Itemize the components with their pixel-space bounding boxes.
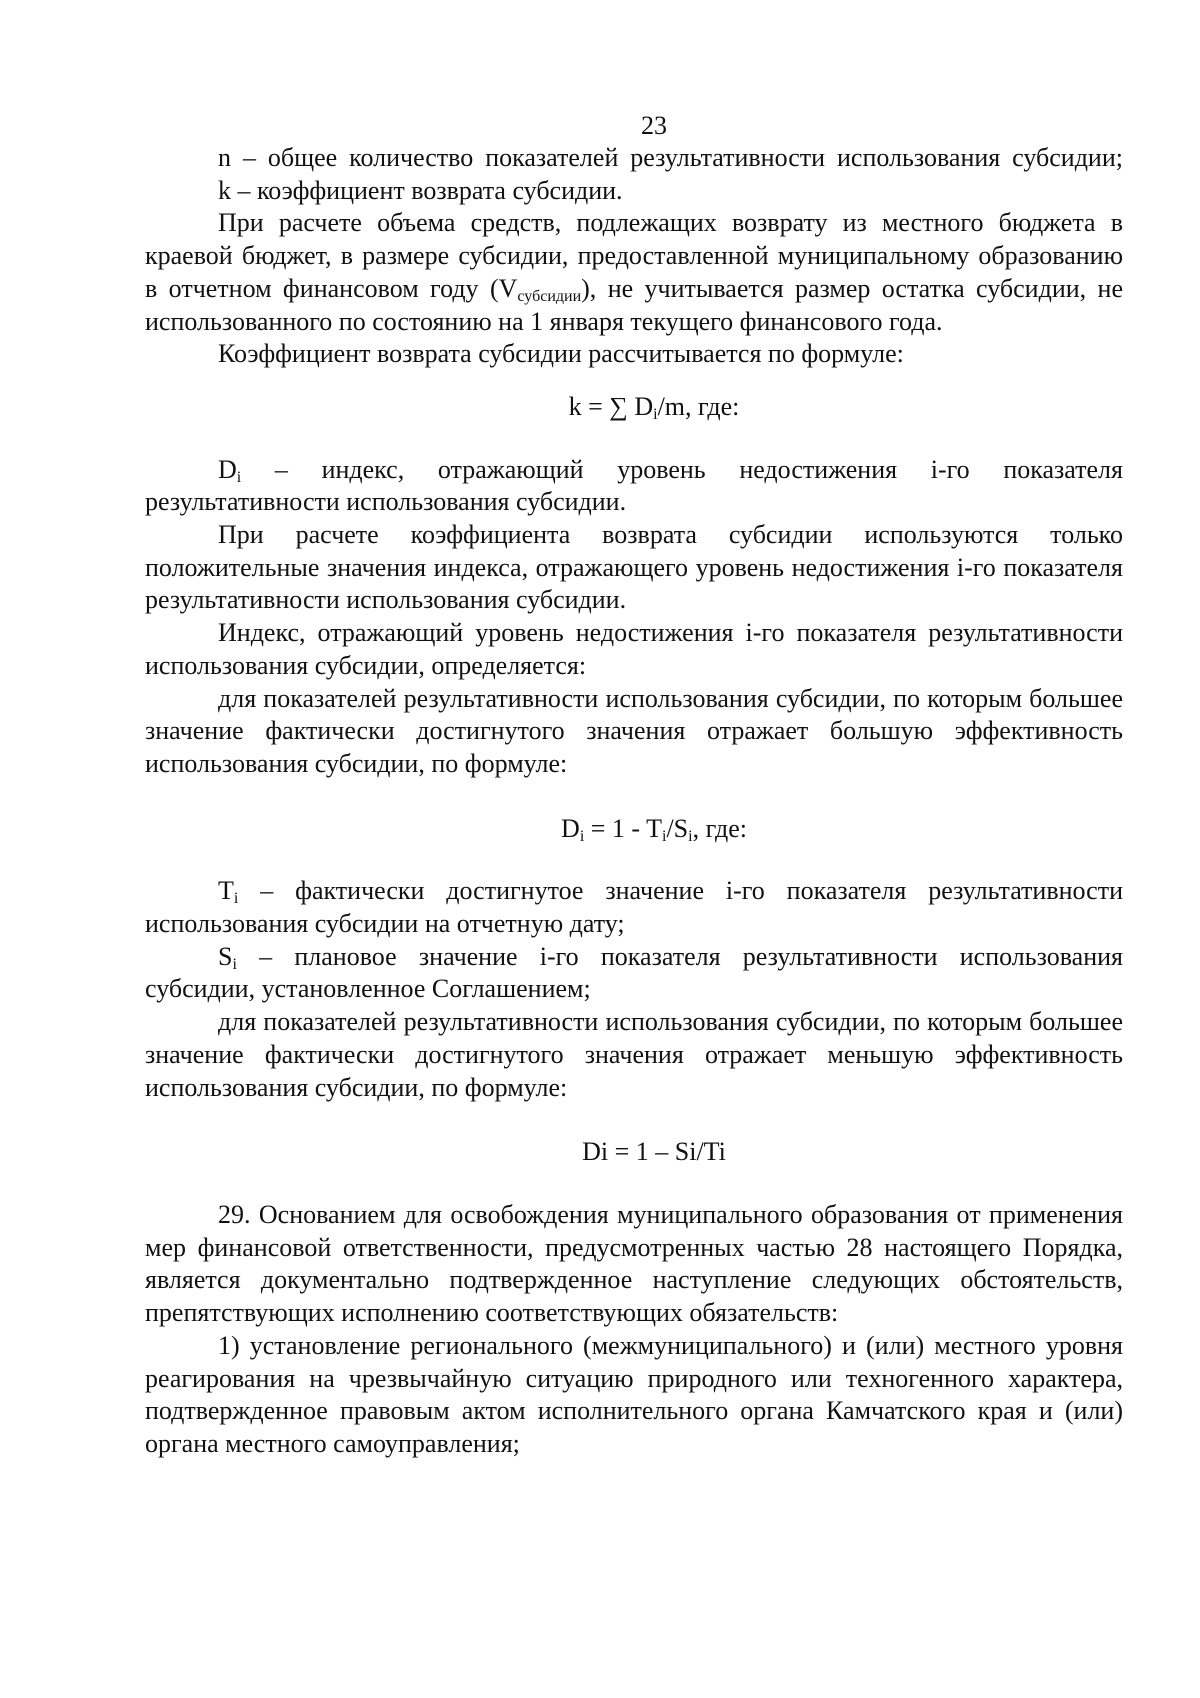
document-page [145, 110, 1123, 1461]
formula-di-smaller: Di = 1 – Si/Ti [582, 1137, 726, 1167]
page-number: 23 [641, 111, 667, 140]
definition-n: n – общее количество показателей результативности использования субсидии; [218, 143, 1123, 172]
paragraph-positive-values: При расчете коэффициента возврата субсидии используются только положительные значения индекса, отражающего уровень недостижения i-го показателя результативности использования субсидии. [145, 520, 1123, 615]
list-item-1: 1) установление регионального (межмуниципального) и (или) местного уровня реагирования на чрезвычайную ситуацию природного или техногенного характера, подтвержденное правовым актом исполнительного органа Камчатского края и (или) органа местного самоуправления; [145, 1330, 1123, 1458]
paragraph-29: 29. Основанием для освобождения муниципального образования от применения мер финансовой ответственности, предусмотренных частью 28 настоящего Порядка, является документально подтвержденное наступление следующих обстоятельств, препятствующих исполнению соответствующих обязательств: [145, 1199, 1123, 1328]
definition-k: k – коэффициент возврата субсидии. [218, 175, 623, 205]
definition-ti: $T_i$ – фактически достигнутое значение i-го показателя результативности использования субсидии на отчетную дату; [145, 876, 1123, 939]
formula-di-greater: $D_i = 1 - T_i/S_i$, где: [561, 813, 747, 845]
paragraph-subsidy-volume: При расчете объема средств, подлежащих возврату из местного бюджета в краевой бюджет, в размере субсидии, предоставленной муниципальному образованию в отчетном финансовом году $(V_{субсидии})$, не учитывается размер остатка субсидии, не использованного по состоянию на 1 января текущего финансового года. [145, 208, 1123, 336]
paragraph-greater-worse: для показателей результативности использования субсидии, по которым большее значение фактически достигнутого значения отражает меньшую эффективность использования субсидии, по формуле: [145, 1007, 1123, 1102]
definition-si: $S_i$ – плановое значение i-го показателя результативности использования субсидии, установленное Соглашением; [145, 941, 1123, 1004]
paragraph-index-determined: Индекс, отражающий уровень недостижения i-го показателя результативности использования субсидии, определяется: [145, 618, 1123, 680]
paragraph-coefficient-intro: Коэффициент возврата субсидии рассчитывается по формуле: [218, 339, 904, 369]
definition-di: $D_i$ – индекс, отражающий уровень недостижения i-го показателя результативности использования субсидии. [145, 454, 1123, 517]
paragraph-greater-better: для показателей результативности использования субсидии, по которым большее значение фактически достигнутого значения отражает большую эффективность использования субсидии, по формуле: [145, 683, 1123, 778]
formula-k: k = ∑ $D_i/m$, где: [568, 391, 740, 423]
